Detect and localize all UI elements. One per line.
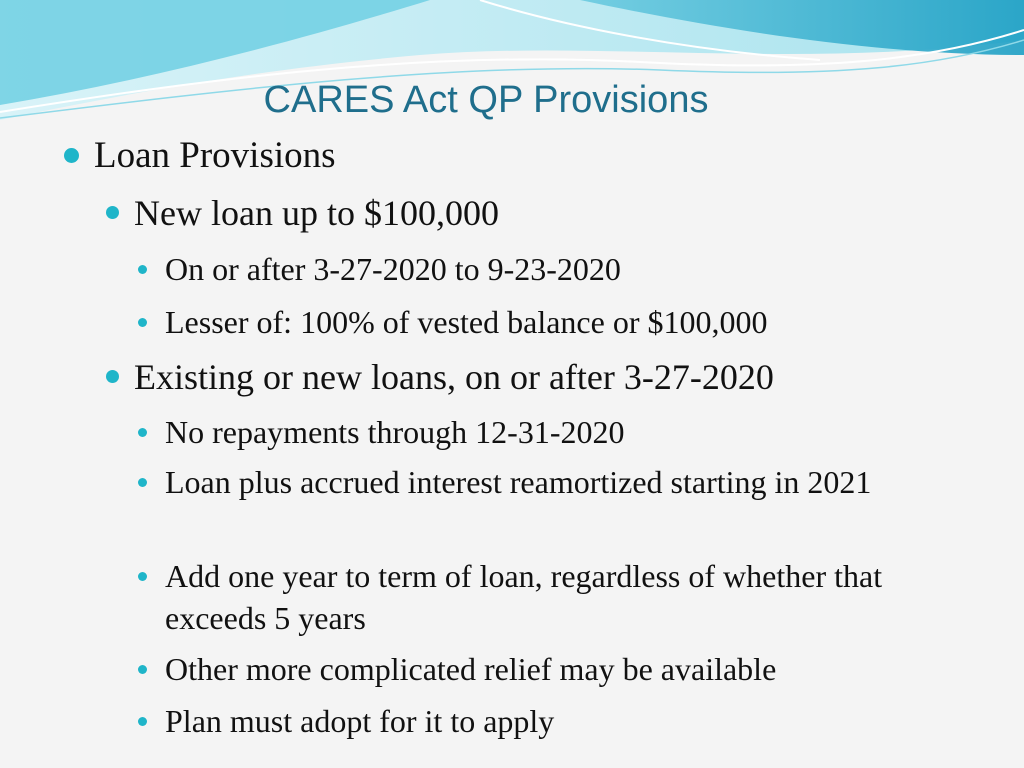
bullet-add-year [138,555,998,639]
bullet-reamortized [138,461,998,503]
bullet-no-repayments [138,411,998,453]
bullet-existing-loans [106,354,774,400]
bullet-dot-icon [138,265,147,274]
bullet-new-loan-lesser [138,301,998,343]
bullet-text: Loan Provisions [94,135,336,176]
slide-title: CARES Act QP Provisions [263,79,709,121]
bullet-dot-icon [138,478,147,487]
bullet-dot-icon [64,148,79,163]
bullet-dot-icon [138,428,147,437]
bullet-new-loan [106,190,499,236]
bullet-text: Existing or new loans, on or after 3-27-2020 [134,357,774,397]
bullet-text: On or after 3-27-2020 to 9-23-2020 [165,251,621,287]
bullet-text: No repayments through 12-31-2020 [165,414,625,450]
bullet-plan-adopt [138,700,998,742]
bullet-text: New loan up to $100,000 [134,193,499,233]
bullet-text: Plan must adopt for it to apply [165,703,555,739]
bullet-new-loan-date [138,248,998,290]
bullet-text: Other more complicated relief may be available [165,651,777,687]
bullet-text: Loan plus accrued interest reamortized starting in 2021 [165,464,872,500]
bullet-other-relief [138,648,998,690]
bullet-dot-icon [138,572,147,581]
bullet-dot-icon [106,206,119,219]
bullet-text: Add one year to term of loan, regardless of whether that exceeds 5 years [165,558,883,636]
bullet-dot-icon [138,318,147,327]
bullet-loan-provisions [64,132,336,180]
bullet-text: Lesser of: 100% of vested balance or $100,000 [165,304,768,340]
bullet-dot-icon [138,665,147,674]
bullet-dot-icon [138,717,147,726]
bullet-dot-icon [106,370,119,383]
